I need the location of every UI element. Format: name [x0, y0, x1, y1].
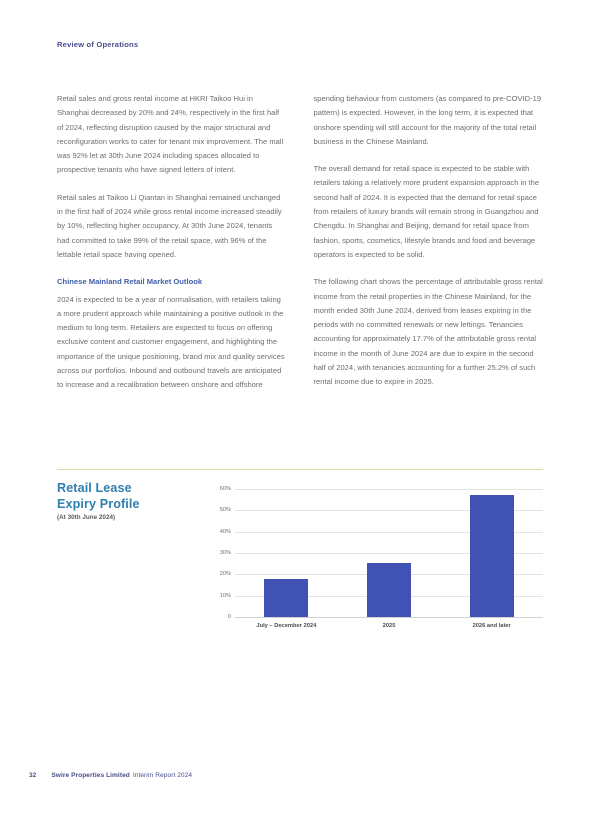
- chart-bar-slot: [440, 489, 543, 617]
- page-number: 32: [29, 772, 37, 779]
- chart-gridline: [227, 614, 543, 620]
- chart-y-tick-label: 60%: [219, 486, 231, 492]
- chart-y-tick-label: 10%: [219, 592, 231, 599]
- running-header: Review of Operations: [57, 40, 139, 49]
- chart-bar-slot: [235, 489, 338, 617]
- chart-y-tick-label: 30%: [219, 550, 231, 556]
- chart-bars: [235, 489, 543, 617]
- chart-heading: [57, 481, 197, 521]
- chart-bar: [367, 563, 411, 617]
- chart-y-tick-label: 20%: [219, 571, 231, 578]
- body-columns: [57, 92, 543, 393]
- chart-y-tick-label: 50%: [219, 507, 231, 514]
- footer-imprint: [51, 772, 192, 779]
- footer-report: Interim Report 2024: [132, 772, 193, 779]
- chart-bar-slot: [338, 489, 441, 617]
- chart-plot-area: [205, 483, 543, 646]
- chart-x-label: 2025: [382, 623, 396, 629]
- retail-lease-expiry-chart: [57, 481, 543, 646]
- paragraph: The overall demand for retail space is expected to be stable with retailers taking a relatively more prudent expansion approach in the second half of 2024. It is expected that the demand for retail space from retailers of luxury brands will remain strong in Guangzhou and Chengdu. In Shanghai and Beijing, demand for retail space from fashion, sports, cosmetics, lifestyle brands and food and beverage operators is expected to be solid.: [313, 164, 540, 259]
- section-divider-rule: [57, 469, 543, 470]
- left-column: [57, 92, 287, 393]
- paragraph: 2024 is expected to be a year of normalisation, with retailers taking a more prudent approach while maintaining a positive outlook in the medium to long term. Retailers are expected to focus on offering exclusive content and customer engagement, and highlighting the importance of the unique positioning, brand mix and quality services across our portfolios. Inbound and outbound travels are anticipated to increase and a recalibration between onshore and offshore: [57, 294, 285, 390]
- paragraph: The following chart shows the percentage of attributable gross rental income from the retail properties in the Chinese Mainland, for the month ended 30th June 2024, derived from leases expiring in the periods with no committed renewals or new lettings. Tenancies accounting for approximately 17.7% of the attributable gross rental income in the month of June 2024 are due to expire in the second half of 2024, with tenancies accounting for a further 25.2% of such rental income due to expire in 2025.: [313, 277, 543, 387]
- paragraph: Retail sales at Taikoo Li Qiantan in Shanghai remained unchanged in the first half of 2024 while gross rental income increased steadily by 10%, reflecting higher occupancy. At 30th June 2024, tenants had committed to take 99% of the retail space, with 96% of the lettable retail space having opened.: [57, 192, 282, 259]
- chart-y-tick-label: 0: [227, 614, 231, 620]
- chart-bar: [470, 495, 514, 617]
- chart-subtitle: (At 30th June 2024): [57, 514, 116, 521]
- chart-x-label: July – December 2024: [256, 623, 317, 629]
- chart-bar: [264, 579, 308, 617]
- section-subheading: Chinese Mainland Retail Market Outlook: [57, 277, 203, 287]
- chart-x-axis-labels: [235, 623, 543, 629]
- right-column: [314, 92, 544, 393]
- footer-company: Swire Properties Limited: [51, 772, 130, 779]
- chart-title-line-1: Retail Lease: [57, 481, 132, 495]
- page-footer: [29, 772, 192, 779]
- chart-title-line-2: Expiry Profile: [57, 496, 140, 511]
- chart-y-tick-label: 40%: [219, 528, 231, 535]
- paragraph: spending behaviour from customers (as compared to pre-COVID-19 pattern) is expected. However, in the long term, it is expected that onshore spending will still account for the majority of the total retail business in the Chinese Mainland.: [313, 94, 542, 146]
- chart-x-label: 2026 and later: [472, 623, 511, 629]
- paragraph: Retail sales and gross rental income at HKRI Taikoo Hui in Shanghai decreased by 20% and 24%, respectively in the first half of 2024, reflecting disruption caused by the major structural and reconfiguration works to cater for tenant mix improvement. The mall was 92% let at 30th June 2024 including spaces allocated to prospective tenants who have signed letters of intent.: [57, 94, 284, 175]
